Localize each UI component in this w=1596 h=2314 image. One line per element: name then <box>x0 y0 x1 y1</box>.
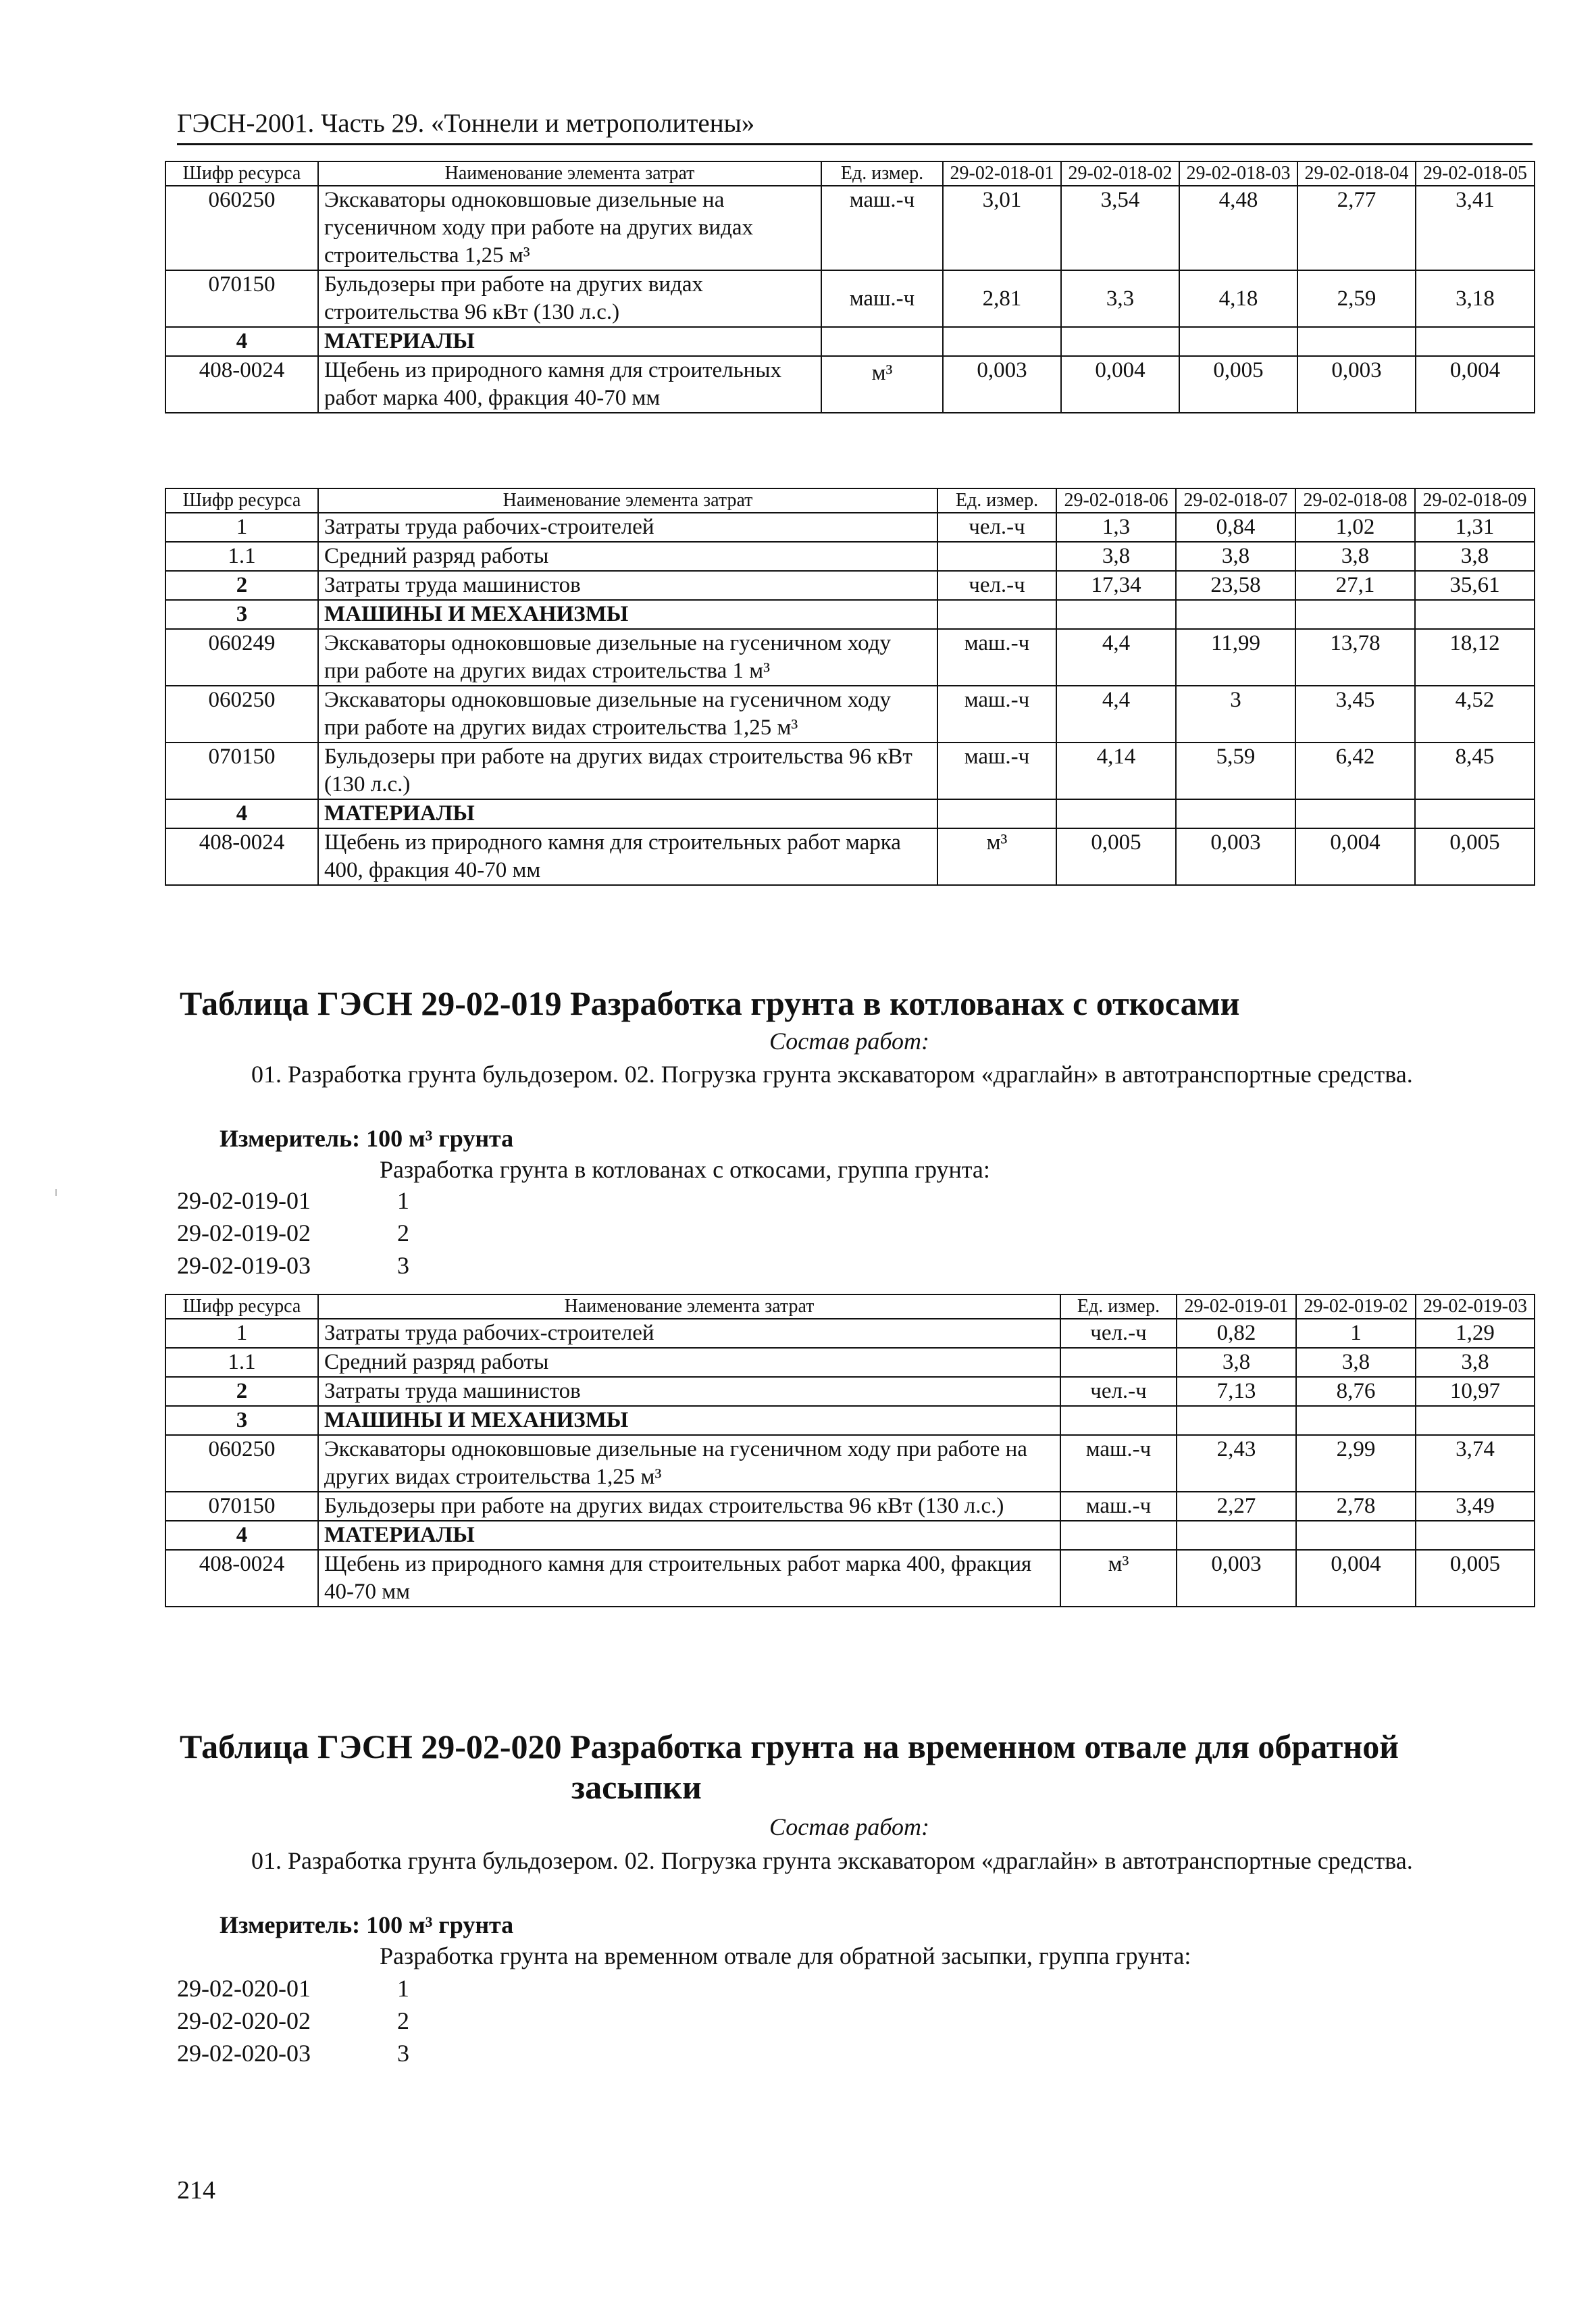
row-unit <box>937 542 1056 571</box>
row-value: 3,8 <box>1296 1348 1416 1377</box>
header-code: Шифр ресурса <box>165 161 318 186</box>
row-code: 1.1 <box>165 1348 318 1377</box>
row-name: Щебень из природного камня для строительных работ марка 400, фракция 40-70 мм <box>318 828 937 885</box>
row-value: 3,3 <box>1061 270 1179 327</box>
row-value: 3,54 <box>1061 186 1179 270</box>
row-value: 35,61 <box>1415 571 1535 600</box>
row-name: Бульдозеры при работе на других видах строительства 96 кВт (130 л.с.) <box>318 270 821 327</box>
row-name: Затраты труда машинистов <box>318 571 937 600</box>
row-value: 3,8 <box>1056 542 1176 571</box>
row-value: 18,12 <box>1415 629 1535 686</box>
row-value: 2,27 <box>1177 1492 1296 1521</box>
row-code: 2 <box>165 571 318 600</box>
variant-row <box>177 1216 409 1250</box>
row-value: 0,004 <box>1296 1550 1416 1607</box>
norm-table-019 <box>165 1294 1535 1607</box>
section-title: МАШИНЫ И МЕХАНИЗМЫ <box>318 1406 1060 1435</box>
norm-table-018-part1 <box>165 161 1535 413</box>
header-col: 29-02-018-07 <box>1176 488 1295 513</box>
measure-desc-019: Разработка грунта в котлованах с откосами, группа грунта: <box>380 1156 990 1183</box>
section-row <box>165 600 1535 629</box>
table-row <box>165 828 1535 885</box>
row-value: 23,58 <box>1176 571 1295 600</box>
row-name: Экскаваторы одноковшовые дизельные на гусеничном ходу при работе на других видах строительства 1,25 м³ <box>318 686 937 743</box>
row-value: 0,84 <box>1176 513 1295 542</box>
variant-value: 2 <box>397 1219 409 1247</box>
header-col: 29-02-018-05 <box>1416 161 1535 186</box>
row-value: 17,34 <box>1056 571 1176 600</box>
row-code: 1.1 <box>165 542 318 571</box>
header-unit: Ед. измер. <box>937 488 1056 513</box>
variant-value: 1 <box>397 1187 409 1214</box>
composition-text-019: 01. Разработка грунта бульдозером. 02. Погрузка грунта экскаватором «драглайн» в автотранспортные средства. <box>251 1061 1413 1088</box>
variant-code: 29-02-019-02 <box>177 1219 311 1247</box>
variant-value: 1 <box>397 1975 409 2002</box>
row-code: 1 <box>165 1319 318 1348</box>
table-row <box>165 1492 1535 1521</box>
section-title: МАТЕРИАЛЫ <box>318 1521 1060 1550</box>
row-value: 1 <box>1296 1319 1416 1348</box>
row-name: Бульдозеры при работе на других видах строительства 96 кВт (130 л.с.) <box>318 1492 1060 1521</box>
row-value: 2,78 <box>1296 1492 1416 1521</box>
composition-text-020: 01. Разработка грунта бульдозером. 02. Погрузка грунта экскаватором «драглайн» в автотранспортные средства. <box>251 1847 1413 1874</box>
measure-019: Измеритель: 100 м³ грунта <box>220 1125 514 1152</box>
row-value: 3,74 <box>1416 1435 1535 1492</box>
table-row <box>165 513 1535 542</box>
row-unit: чел.-ч <box>937 571 1056 600</box>
row-value: 3,8 <box>1177 1348 1296 1377</box>
header-col: 29-02-018-02 <box>1061 161 1179 186</box>
row-code: 060250 <box>165 1435 318 1492</box>
row-value: 3 <box>1176 686 1295 743</box>
variant-code: 29-02-020-02 <box>177 2007 311 2034</box>
section-code: 4 <box>165 327 318 356</box>
row-value: 4,18 <box>1179 270 1297 327</box>
row-value: 3,41 <box>1416 186 1535 270</box>
table-row <box>165 542 1535 571</box>
header-name: Наименование элемента затрат <box>318 488 937 513</box>
row-unit: м³ <box>937 828 1056 885</box>
table-row <box>165 1348 1535 1377</box>
row-value: 7,13 <box>1177 1377 1296 1406</box>
row-unit: м³ <box>1060 1550 1177 1607</box>
row-value: 0,003 <box>943 356 1061 413</box>
row-value: 4,4 <box>1056 686 1176 743</box>
variant-code: 29-02-019-03 <box>177 1252 311 1279</box>
table-row <box>165 356 1535 413</box>
composition-label-019: Состав работ: <box>769 1028 929 1055</box>
table-row <box>165 270 1535 327</box>
row-name: Экскаваторы одноковшовые дизельные на гусеничном ходу при работе на других видах строительства 1,25 м³ <box>318 1435 1060 1492</box>
header-col: 29-02-019-03 <box>1416 1294 1535 1319</box>
row-value: 0,82 <box>1177 1319 1296 1348</box>
running-title: ГЭСН-2001. Часть 29. «Тоннели и метрополитены» <box>177 107 1533 145</box>
variant-row <box>177 1971 409 2005</box>
row-value: 2,77 <box>1297 186 1416 270</box>
table-row <box>165 743 1535 799</box>
row-unit: маш.-ч <box>1060 1492 1177 1521</box>
variant-value: 2 <box>397 2007 409 2034</box>
row-unit: маш.-ч <box>821 186 943 270</box>
table-title-020-line2: засыпки <box>571 1768 702 1806</box>
row-value: 0,004 <box>1061 356 1179 413</box>
row-code: 1 <box>165 513 318 542</box>
row-name: Затраты труда рабочих-строителей <box>318 513 937 542</box>
section-row <box>165 1406 1535 1435</box>
row-code: 408-0024 <box>165 1550 318 1607</box>
row-value: 6,42 <box>1295 743 1415 799</box>
table-title-020 <box>180 1726 1530 1807</box>
section-code: 4 <box>165 799 318 828</box>
table-row <box>165 629 1535 686</box>
row-unit: чел.-ч <box>1060 1319 1177 1348</box>
row-value: 3,8 <box>1416 1348 1535 1377</box>
row-value: 11,99 <box>1176 629 1295 686</box>
row-value: 13,78 <box>1295 629 1415 686</box>
variant-row <box>177 1249 409 1282</box>
measure-020: Измеритель: 100 м³ грунта <box>220 1911 514 1938</box>
section-code: 4 <box>165 1521 318 1550</box>
variant-code: 29-02-020-03 <box>177 2040 311 2067</box>
header-col: 29-02-018-09 <box>1415 488 1535 513</box>
row-value: 1,31 <box>1415 513 1535 542</box>
row-value: 0,005 <box>1179 356 1297 413</box>
header-unit: Ед. измер. <box>821 161 943 186</box>
row-code: 060250 <box>165 686 318 743</box>
row-code: 408-0024 <box>165 356 318 413</box>
header-col: 29-02-018-03 <box>1179 161 1297 186</box>
header-code: Шифр ресурса <box>165 488 318 513</box>
section-row <box>165 327 1535 356</box>
row-name: Средний разряд работы <box>318 1348 1060 1377</box>
row-unit: чел.-ч <box>937 513 1056 542</box>
variant-code: 29-02-020-01 <box>177 1975 311 2002</box>
row-unit: маш.-ч <box>821 270 943 327</box>
row-name: Щебень из природного камня для строительных работ марка 400, фракция 40-70 мм <box>318 1550 1060 1607</box>
section-row <box>165 799 1535 828</box>
row-unit: маш.-ч <box>1060 1435 1177 1492</box>
row-value: 2,81 <box>943 270 1061 327</box>
header-col: 29-02-019-01 <box>1177 1294 1296 1319</box>
section-title: МАШИНЫ И МЕХАНИЗМЫ <box>318 600 937 629</box>
section-row <box>165 1521 1535 1550</box>
row-name: Бульдозеры при работе на других видах строительства 96 кВт (130 л.с.) <box>318 743 937 799</box>
header-col: 29-02-018-04 <box>1297 161 1416 186</box>
table-row <box>165 571 1535 600</box>
header-name: Наименование элемента затрат <box>318 1294 1060 1319</box>
row-value: 1,29 <box>1416 1319 1535 1348</box>
row-unit <box>1060 1348 1177 1377</box>
section-code: 3 <box>165 600 318 629</box>
row-value: 3,8 <box>1176 542 1295 571</box>
row-value: 3,01 <box>943 186 1061 270</box>
row-value: 3,49 <box>1416 1492 1535 1521</box>
variant-row <box>177 1184 409 1217</box>
header-col: 29-02-018-06 <box>1056 488 1176 513</box>
row-unit: маш.-ч <box>937 686 1056 743</box>
row-value: 2,59 <box>1297 270 1416 327</box>
header-col: 29-02-018-01 <box>943 161 1061 186</box>
row-code: 2 <box>165 1377 318 1406</box>
row-code: 060250 <box>165 186 318 270</box>
row-value: 0,003 <box>1297 356 1416 413</box>
row-unit: маш.-ч <box>937 629 1056 686</box>
row-unit: м³ <box>821 356 943 413</box>
header-col: 29-02-019-02 <box>1296 1294 1416 1319</box>
row-code: 070150 <box>165 270 318 327</box>
variant-value: 3 <box>397 1252 409 1279</box>
row-value: 8,45 <box>1415 743 1535 799</box>
row-value: 4,4 <box>1056 629 1176 686</box>
table-header-row <box>165 488 1535 513</box>
row-name: Затраты труда машинистов <box>318 1377 1060 1406</box>
row-unit: маш.-ч <box>937 743 1056 799</box>
table-row <box>165 1319 1535 1348</box>
row-value: 4,14 <box>1056 743 1176 799</box>
table-title-020-line1: Таблица ГЭСН 29-02-020 Разработка грунта на временном отвале для обратной <box>180 1728 1399 1765</box>
measure-desc-020: Разработка грунта на временном отвале для обратной засыпки, группа грунта: <box>380 1942 1191 1969</box>
row-unit: чел.-ч <box>1060 1377 1177 1406</box>
row-value: 4,48 <box>1179 186 1297 270</box>
header-code: Шифр ресурса <box>165 1294 318 1319</box>
row-value: 0,004 <box>1295 828 1415 885</box>
row-value: 0,005 <box>1415 828 1535 885</box>
row-value: 8,76 <box>1296 1377 1416 1406</box>
section-title: МАТЕРИАЛЫ <box>318 799 937 828</box>
header-name: Наименование элемента затрат <box>318 161 821 186</box>
table-header-row <box>165 161 1535 186</box>
row-code: 070150 <box>165 743 318 799</box>
row-value: 0,005 <box>1056 828 1176 885</box>
row-value: 10,97 <box>1416 1377 1535 1406</box>
row-name: Экскаваторы одноковшовые дизельные на гусеничном ходу при работе на других видах строительства 1 м³ <box>318 629 937 686</box>
row-value: 1,02 <box>1295 513 1415 542</box>
row-value: 0,003 <box>1176 828 1295 885</box>
table-title-019: Таблица ГЭСН 29-02-019 Разработка грунта в котлованах с откосами <box>180 984 1240 1022</box>
row-value: 2,99 <box>1296 1435 1416 1492</box>
row-value: 3,18 <box>1416 270 1535 327</box>
section-code: 3 <box>165 1406 318 1435</box>
row-value: 5,59 <box>1176 743 1295 799</box>
header-unit: Ед. измер. <box>1060 1294 1177 1319</box>
table-header-row <box>165 1294 1535 1319</box>
row-value: 3,8 <box>1295 542 1415 571</box>
composition-label-020: Состав работ: <box>769 1813 929 1840</box>
row-value: 0,004 <box>1416 356 1535 413</box>
row-value: 1,3 <box>1056 513 1176 542</box>
norm-table-018-part2 <box>165 488 1535 886</box>
table-row <box>165 186 1535 270</box>
row-name: Затраты труда рабочих-строителей <box>318 1319 1060 1348</box>
row-value: 0,003 <box>1177 1550 1296 1607</box>
table-row <box>165 1550 1535 1607</box>
row-name: Щебень из природного камня для строительных работ марка 400, фракция 40-70 мм <box>318 356 821 413</box>
row-name: Экскаваторы одноковшовые дизельные на гусеничном ходу при работе на других видах строительства 1,25 м³ <box>318 186 821 270</box>
table-row <box>165 686 1535 743</box>
page-number: 214 <box>177 2176 215 2205</box>
table-row <box>165 1377 1535 1406</box>
table-row <box>165 1435 1535 1492</box>
row-value: 2,43 <box>1177 1435 1296 1492</box>
row-code: 070150 <box>165 1492 318 1521</box>
row-code: 408-0024 <box>165 828 318 885</box>
row-code: 060249 <box>165 629 318 686</box>
row-value: 3,45 <box>1295 686 1415 743</box>
variant-row <box>177 2004 409 2038</box>
variant-code: 29-02-019-01 <box>177 1187 311 1214</box>
row-name: Средний разряд работы <box>318 542 937 571</box>
variant-value: 3 <box>397 2040 409 2067</box>
row-value: 4,52 <box>1415 686 1535 743</box>
row-value: 0,005 <box>1416 1550 1535 1607</box>
row-value: 27,1 <box>1295 571 1415 600</box>
header-col: 29-02-018-08 <box>1295 488 1415 513</box>
variant-row <box>177 2036 409 2070</box>
scan-mark <box>55 1189 57 1196</box>
section-title: МАТЕРИАЛЫ <box>318 327 821 356</box>
row-value: 3,8 <box>1415 542 1535 571</box>
